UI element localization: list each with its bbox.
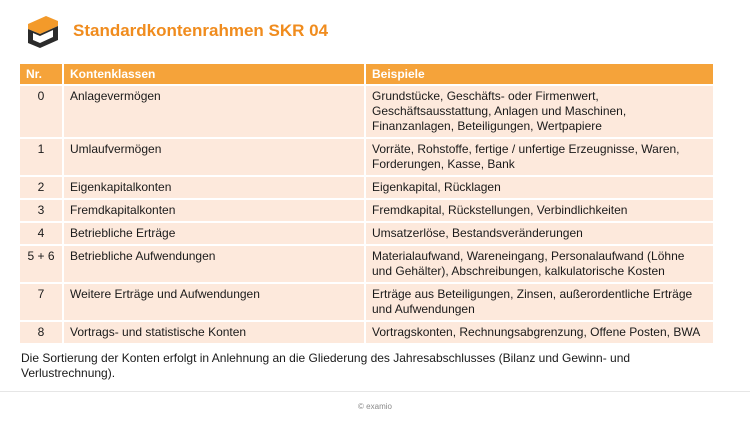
cell-kontenklasse: Weitere Erträge und Aufwendungen [62, 282, 364, 320]
table-row [20, 84, 713, 137]
note-text: Die Sortierung der Konten erfolgt in Anlehnung an die Gliederung des Jahresabschlusses (Bilanz und Gewinn- und Verlustrechnung). [21, 351, 631, 380]
cell-beispiele: Materialaufwand, Wareneingang, Personalaufwand (Löhne und Gehälter), Abschreibungen, kalkulatorische Kosten [364, 244, 713, 282]
cell-beispiele: Eigenkapital, Rücklagen [364, 175, 713, 198]
cell-beispiele: Grundstücke, Geschäfts- oder Firmenwert, Geschäftsausstattung, Anlagen und Maschinen, Finanzanlagen, Beteiligungen, Wertpapiere [364, 84, 713, 137]
cell-beispiele: Erträge aus Beteiligungen, Zinsen, außerordentliche Erträge und Aufwendungen [364, 282, 713, 320]
table-row [20, 244, 713, 282]
table-row [20, 175, 713, 198]
cell-nr: 4 [20, 221, 62, 244]
cell-nr: 7 [20, 282, 62, 320]
cell-nr: 1 [20, 137, 62, 175]
cell-kontenklasse: Umlaufvermögen [62, 137, 364, 175]
cell-kontenklasse: Vortrags- und statistische Konten [62, 320, 364, 343]
page-title: Standardkontenrahmen SKR 04 [73, 21, 329, 40]
column-header-nr: Nr. [20, 64, 62, 84]
cell-beispiele: Umsatzerlöse, Bestandsveränderungen [364, 221, 713, 244]
cell-nr: 5 + 6 [20, 244, 62, 282]
footer-copyright: © examio [358, 402, 392, 411]
table-row [20, 320, 713, 343]
konten-table [20, 64, 713, 343]
cell-nr: 0 [20, 84, 62, 137]
table-header-row [20, 64, 713, 84]
cell-kontenklasse: Betriebliche Erträge [62, 221, 364, 244]
cell-kontenklasse: Anlagevermögen [62, 84, 364, 137]
cell-kontenklasse: Betriebliche Aufwendungen [62, 244, 364, 282]
cell-nr: 3 [20, 198, 62, 221]
column-header-kontenklassen: Kontenklassen [62, 64, 364, 84]
page-header [0, 0, 750, 64]
footer-divider [0, 391, 750, 392]
table-row [20, 221, 713, 244]
table-row [20, 137, 713, 175]
cell-beispiele: Vorräte, Rohstoffe, fertige / unfertige Erzeugnisse, Waren, Forderungen, Kasse, Bank [364, 137, 713, 175]
cell-beispiele: Vortragskonten, Rechnungsabgrenzung, Offene Posten, BWA [364, 320, 713, 343]
column-header-beispiele: Beispiele [364, 64, 713, 84]
cell-kontenklasse: Fremdkapitalkonten [62, 198, 364, 221]
examio-logo-icon [24, 14, 60, 50]
cell-nr: 8 [20, 320, 62, 343]
cell-beispiele: Fremdkapital, Rückstellungen, Verbindlichkeiten [364, 198, 713, 221]
cell-kontenklasse: Eigenkapitalkonten [62, 175, 364, 198]
table-row [20, 282, 713, 320]
cell-nr: 2 [20, 175, 62, 198]
table-row [20, 198, 713, 221]
